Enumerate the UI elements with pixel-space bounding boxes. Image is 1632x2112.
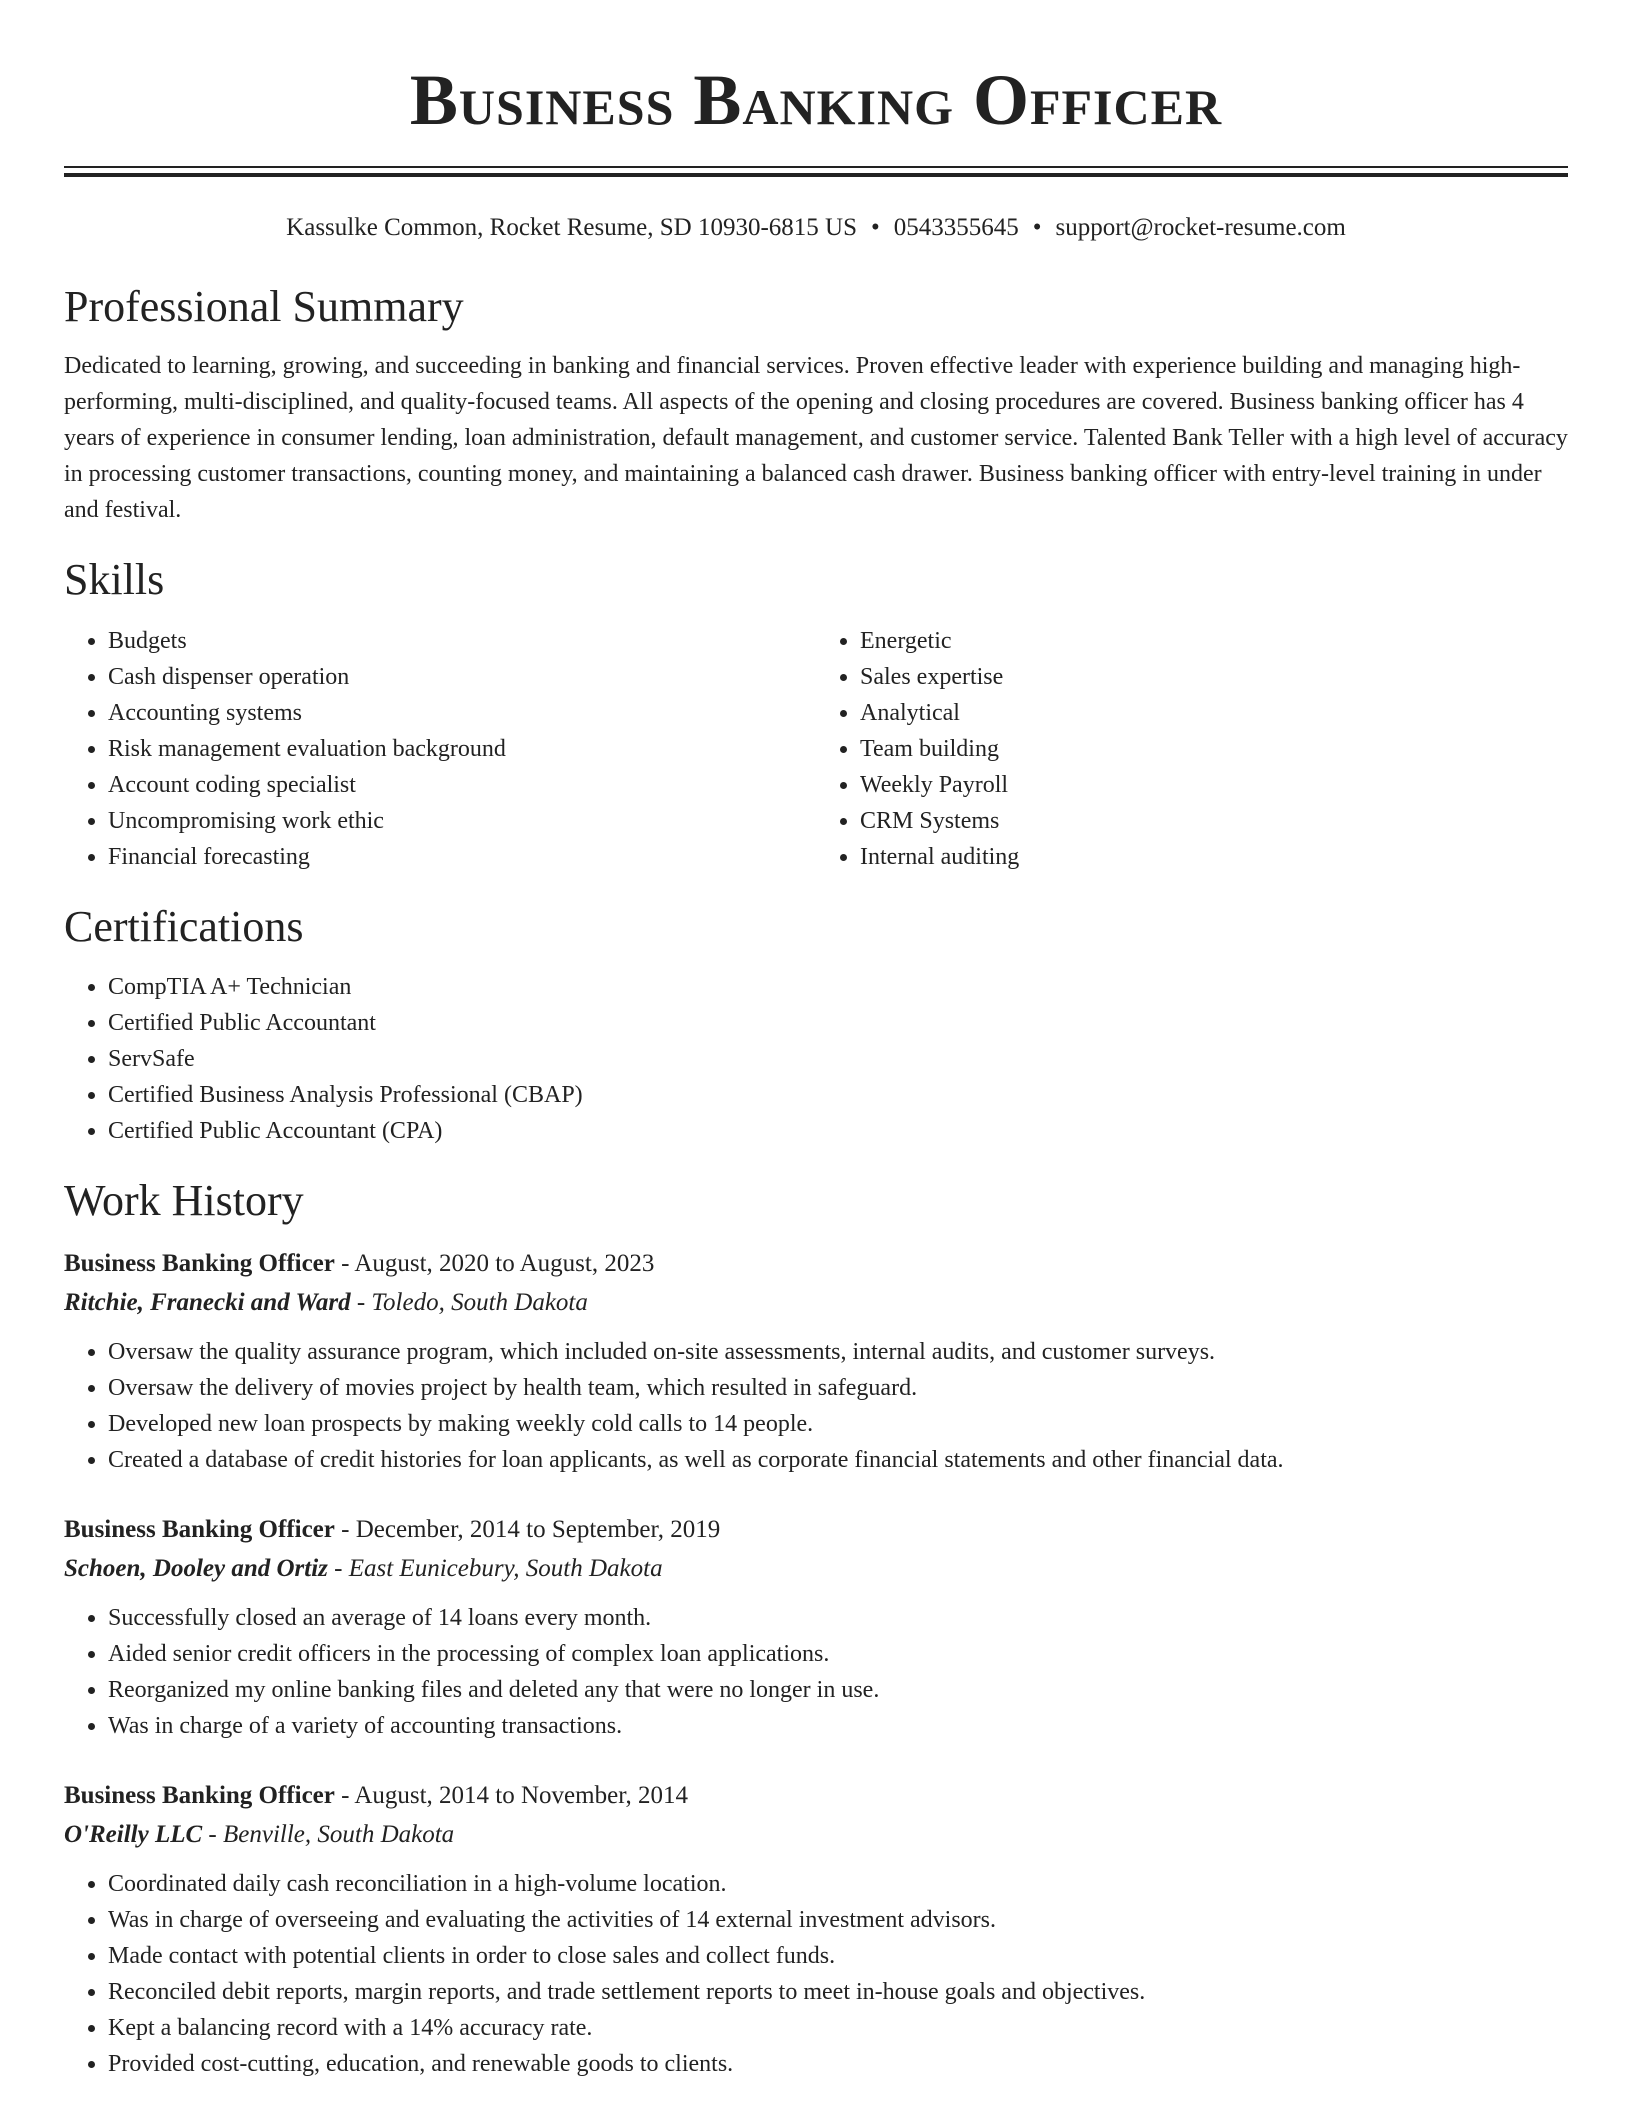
skill-item: • Account coding specialist bbox=[108, 767, 816, 803]
skill-item: • Accounting systems bbox=[108, 695, 816, 731]
job-company: Ritchie, Franecki and Ward bbox=[64, 1289, 351, 1317]
resume-title: Business Banking Officer bbox=[409, 60, 1223, 140]
job-bullet: • Oversaw the delivery of movies project by health team, which resulted in safeguard. bbox=[108, 1370, 1568, 1406]
skill-item: • Financial forecasting bbox=[108, 839, 816, 875]
contact-line bbox=[64, 213, 1568, 243]
job-entry bbox=[64, 1776, 1568, 2082]
job-bullet: • Was in charge of a variety of accounting transactions. bbox=[108, 1708, 1568, 1744]
certifications-list bbox=[64, 969, 1568, 1149]
skill-item: • Analytical bbox=[860, 695, 1568, 731]
job-company-line bbox=[64, 1550, 1568, 1588]
job-title: Business Banking Officer bbox=[64, 1516, 335, 1544]
title-divider bbox=[64, 166, 1568, 177]
contact-email: support@rocket-resume.com bbox=[1055, 214, 1346, 241]
job-entry bbox=[64, 1510, 1568, 1744]
job-title-line bbox=[64, 1776, 1568, 1816]
skill-item: • Internal auditing bbox=[860, 839, 1568, 875]
job-company-line bbox=[64, 1284, 1568, 1322]
job-bullet: • Coordinated daily cash reconciliation in a high-volume location. bbox=[108, 1866, 1568, 1902]
job-location: - East Eunicebury, South Dakota bbox=[327, 1555, 663, 1583]
job-dates: - December, 2014 to September, 2019 bbox=[334, 1516, 721, 1544]
job-bullet: • Was in charge of overseeing and evaluating the activities of 14 external investment advisors. bbox=[108, 1902, 1568, 1938]
section-heading-certifications: Certifications bbox=[64, 901, 304, 951]
job-title-line bbox=[64, 1244, 1568, 1284]
skills-columns bbox=[64, 623, 1568, 875]
job-title: Business Banking Officer bbox=[64, 1782, 335, 1810]
job-bullet: • Developed new loan prospects by making weekly cold calls to 14 people. bbox=[108, 1406, 1568, 1442]
skill-item: • Cash dispenser operation bbox=[108, 659, 816, 695]
section-heading-summary: Professional Summary bbox=[64, 282, 464, 331]
section-heading-work-history: Work History bbox=[64, 1176, 304, 1226]
job-bullets bbox=[64, 1334, 1568, 1478]
job-title: Business Banking Officer bbox=[64, 1250, 335, 1278]
job-location: - Benville, South Dakota bbox=[202, 1821, 455, 1849]
summary-text: Dedicated to learning, growing, and succeeding in banking and financial services. Proven effective leader with experience building and managing high-performing, multi-disciplined, and quality-focused teams. All aspects of the opening and closing procedures are covered. Business banking officer has 4 years of experience in consumer lending, loan administration, default management, and customer service. Talented Bank Teller with a high level of accuracy in processing customer transactions, counting money, and maintaining a balanced cash drawer. Business banking officer with entry-level training in under and festival. bbox=[64, 352, 1568, 523]
skill-item: • CRM Systems bbox=[860, 803, 1568, 839]
job-bullet: • Created a database of credit histories for loan applicants, as well as corporate financial statements and other financial data. bbox=[108, 1442, 1568, 1478]
job-bullet: • Made contact with potential clients in order to close sales and collect funds. bbox=[108, 1938, 1568, 1974]
skill-item: • Weekly Payroll bbox=[860, 767, 1568, 803]
skill-item: • Sales expertise bbox=[860, 659, 1568, 695]
job-bullet: • Kept a balancing record with a 14% accuracy rate. bbox=[108, 2010, 1568, 2046]
job-dates: - August, 2020 to August, 2023 bbox=[334, 1250, 655, 1278]
skill-item: • Team building bbox=[860, 731, 1568, 767]
skill-item: • Risk management evaluation background bbox=[108, 731, 816, 767]
job-bullet: • Aided senior credit officers in the processing of complex loan applications. bbox=[108, 1636, 1568, 1672]
certification-item: • Certified Public Accountant (CPA) bbox=[108, 1113, 1568, 1149]
job-bullet: • Reconciled debit reports, margin reports, and trade settlement reports to meet in-house goals and objectives. bbox=[108, 1974, 1568, 2010]
contact-separator: • bbox=[1032, 214, 1042, 241]
job-bullets bbox=[64, 1866, 1568, 2082]
job-location: - Toledo, South Dakota bbox=[350, 1289, 588, 1317]
resume-page bbox=[64, 0, 1568, 2082]
job-bullet: • Successfully closed an average of 14 loans every month. bbox=[108, 1600, 1568, 1636]
skill-item: • Uncompromising work ethic bbox=[108, 803, 816, 839]
job-bullets bbox=[64, 1600, 1568, 1744]
job-dates: - August, 2014 to November, 2014 bbox=[334, 1782, 689, 1810]
certification-item: • CompTIA A+ Technician bbox=[108, 969, 1568, 1005]
job-bullet: • Reorganized my online banking files and deleted any that were no longer in use. bbox=[108, 1672, 1568, 1708]
certification-item: • ServSafe bbox=[108, 1041, 1568, 1077]
job-entry bbox=[64, 1244, 1568, 1478]
job-company: O'Reilly LLC bbox=[64, 1821, 203, 1849]
job-company-line bbox=[64, 1816, 1568, 1854]
skill-item: • Budgets bbox=[108, 623, 816, 659]
job-bullet: • Oversaw the quality assurance program, which included on-site assessments, internal audits, and customer surveys. bbox=[108, 1334, 1568, 1370]
contact-address: Kassulke Common, Rocket Resume, SD 10930-6815 US bbox=[286, 214, 857, 241]
skill-item: • Energetic bbox=[860, 623, 1568, 659]
job-company: Schoen, Dooley and Ortiz bbox=[64, 1555, 328, 1583]
skills-list-left bbox=[64, 623, 816, 875]
section-heading-skills: Skills bbox=[64, 554, 165, 604]
certification-item: • Certified Public Accountant bbox=[108, 1005, 1568, 1041]
contact-phone: 0543355645 bbox=[893, 214, 1019, 241]
job-bullet: • Provided cost-cutting, education, and renewable goods to clients. bbox=[108, 2046, 1568, 2082]
skills-list-right bbox=[816, 623, 1568, 875]
job-title-line bbox=[64, 1510, 1568, 1550]
contact-separator: • bbox=[871, 214, 880, 241]
certification-item: • Certified Business Analysis Professional (CBAP) bbox=[108, 1077, 1568, 1113]
